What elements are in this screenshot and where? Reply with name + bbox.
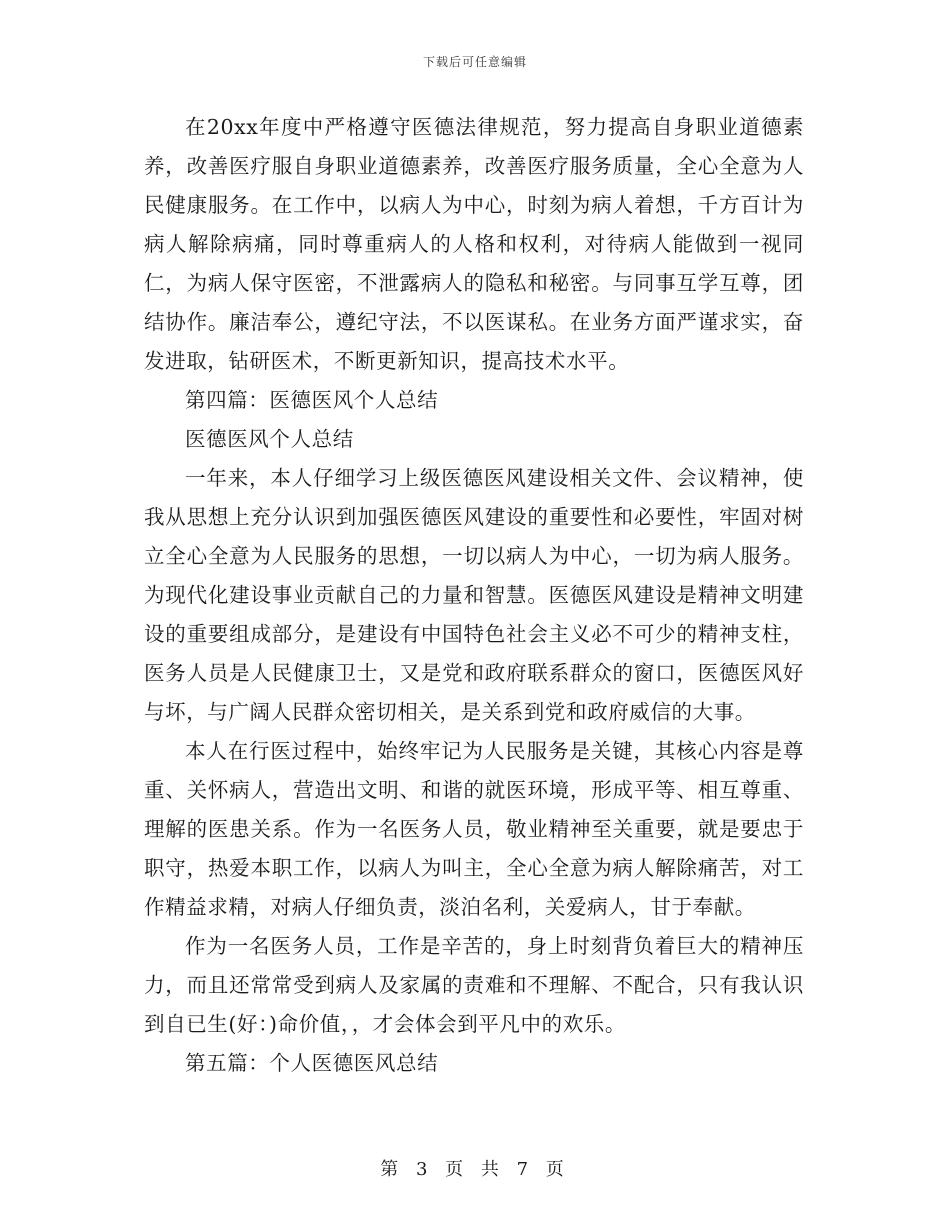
page-header-note: 下载后可任意编辑 — [422, 55, 527, 69]
section-heading-part-five: 第五篇：个人医德医风总结 — [185, 1051, 439, 1075]
paragraph-year-review: 一年来，本人仔细学习上级医德医风建设相关文件、会议精神，使我从思想上充分认识到加强医德医风建设的重要性和必要性，牢固对树立全心全意为人民服务的思想，一切以病人为中心，一切为病人服务。为现代化建设事业贡献自己的力量和智慧。医德医风建设是精神文明建设的重要组成部分，是建设有中国特色社会主义必不可少的精神支柱，医务人员是人民健康卫士，又是党和政府联系群众的窗口，医德医风好与坏，与广阔人民群众密切相关，是关系到党和政府威信的大事。 — [144, 466, 804, 724]
document-body — [144, 108, 804, 1083]
section-heading-part-four: 第四篇：医德医风个人总结 — [185, 388, 439, 412]
page-number: 第 3 页 共 7 页 — [380, 1159, 570, 1180]
paragraph-practice: 本人在行医过程中，始终牢记为人民服务是关键，其核心内容是尊重、关怀病人，营造出文明、和谐的就医环境，形成平等、相互尊重、理解的医患关系。作为一名医务人员，敬业精神至关重要，就是要忠于职守，热爱本职工作，以病人为叫主，全心全意为病人解除痛苦，对工作精益求精，对病人仔细负责，淡泊名利，关爱病人，甘于奉献。 — [144, 739, 804, 919]
paragraph-work-summary: 在20xx年度中严格遵守医德法律规范，努力提高自身职业道德素养，改善医疗服自身职业道德素养，改善医疗服务质量，全心全意为人民健康服务。在工作中，以病人为中心，时刻为病人着想，千方百计为病人解除病痛，同时尊重病人的人格和权利，对待病人能做到一视同仁，为病人保守医密，不泄露病人的隐私和秘密。与同事互学互尊，团结协作。廉洁奉公，遵纪守法，不以医谋私。在业务方面严谨求实，奋发进取，钻研医术，不断更新知识，提高技术水平。 — [144, 115, 804, 373]
paragraph-hardship: 作为一名医务人员，工作是辛苦的，身上时刻背负着巨大的精神压力，而且还常常受到病人及家属的责难和不理解、不配合，只有我认识到自已生(好：)命价值，，才会体会到平凡中的欢乐。 — [144, 934, 804, 1036]
subheading-personal-summary: 医德医风个人总结 — [185, 427, 354, 451]
